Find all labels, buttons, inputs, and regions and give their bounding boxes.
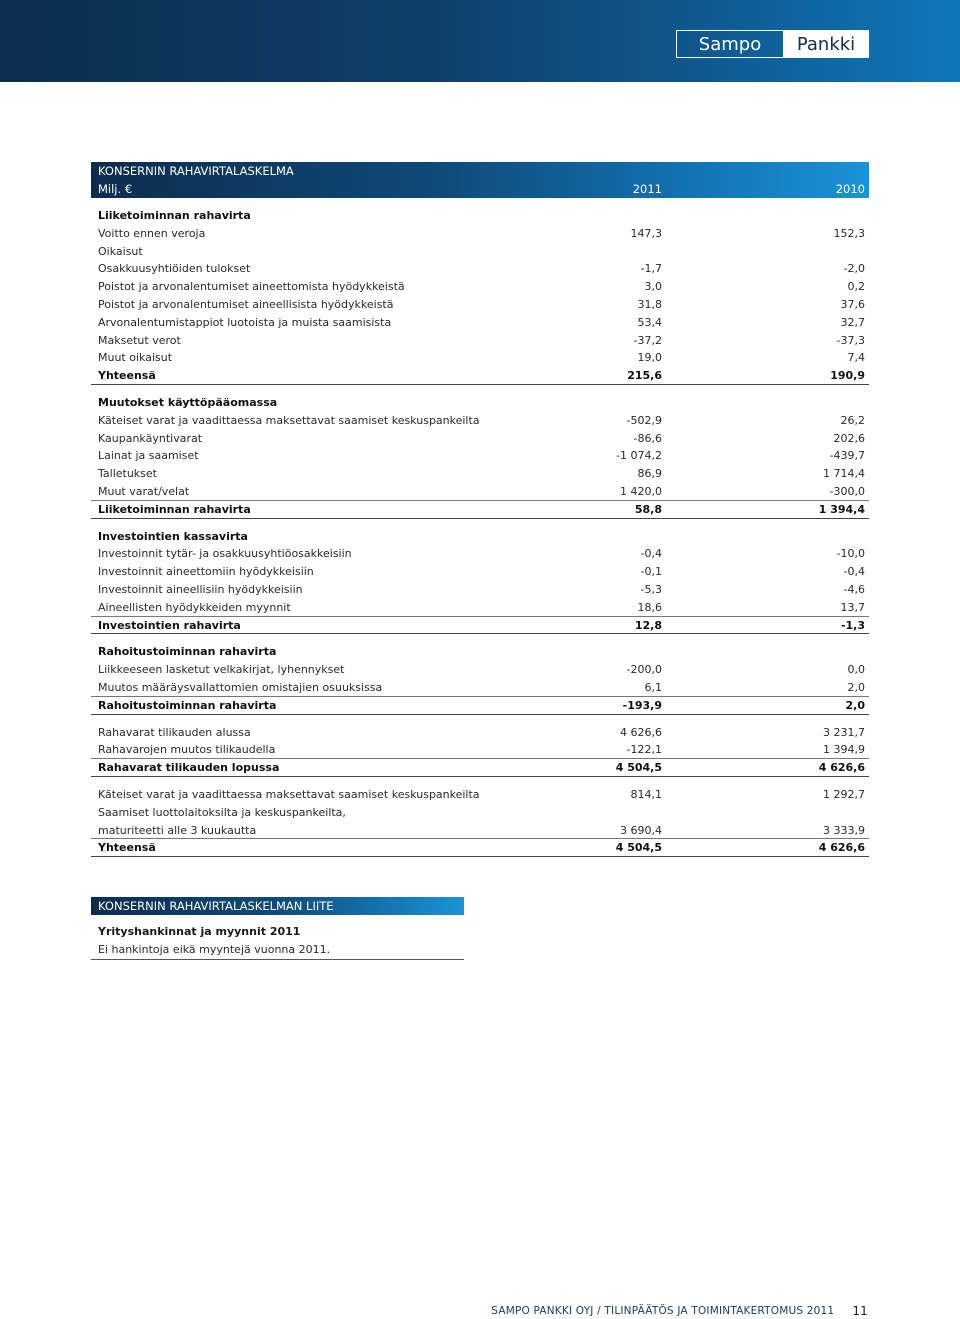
value-2010: -4,6 [843,582,865,596]
value-2011: 147,3 [630,226,662,240]
value-2011: -86,6 [633,431,662,445]
value-2011: 1 420,0 [620,484,662,498]
row-label: Muut varat/velat [98,484,190,498]
row-label: Liikkeeseen lasketut velkakirjat, lyhennykset [98,663,345,677]
cash-flow-statement [91,162,869,857]
value-2011 [591,243,662,261]
row-label: Aineellisten hyödykkeiden myynnit [98,600,291,614]
table-row [91,225,869,243]
value-2010: 1 394,9 [823,743,865,757]
value-2011: 19,0 [637,351,662,365]
value-2011: -122,1 [626,743,662,757]
value-2011: -1,7 [640,262,662,276]
value-2010: -439,7 [829,449,865,463]
section-heading-row [91,643,869,661]
row-label: Voitto ennen veroja [98,226,206,240]
table-row [91,563,869,581]
value-2010: 3 333,9 [823,823,865,837]
footer-text: SAMPO PANKKI OYJ / TILINPÄÄTÖS JA TOIMINTAKERTOMUS 2011 [491,1305,835,1317]
row-label: Investoinnit aineettomiin hyödykkeisiin [98,565,314,579]
value-2011: -193,9 [622,698,662,712]
row-label: Muutos määräysvallattomien omistajien osuuksissa [98,680,383,694]
value-2011: 86,9 [637,467,662,481]
value-2011: 4 504,5 [615,841,662,855]
value-2011 [591,804,662,822]
table-row [91,465,869,483]
value-2011: 3,0 [644,280,662,294]
row-label: Rahoitustoiminnan rahavirta [98,698,277,712]
total-row [91,759,869,777]
value-2011 [591,207,662,225]
value-2010: 26,2 [840,413,865,427]
value-2010: -0,4 [843,565,865,579]
statement-body [91,198,869,857]
value-2011: 4 626,6 [620,725,662,739]
page-footer [491,1303,868,1319]
value-2010: 2,0 [847,680,865,694]
table-row [91,278,869,296]
value-2010: 7,4 [847,351,865,365]
row-label: Saamiset luottolaitoksilta ja keskuspankeilta, [98,805,346,819]
row-label: Rahavarat tilikauden alussa [98,725,251,739]
row-label: Yhteensä [98,369,156,383]
row-label: maturiteetti alle 3 kuukautta [98,823,257,837]
table-row [91,599,869,617]
value-2011: 814,1 [630,787,662,801]
section-heading-row [91,528,869,546]
page-number: 11 [852,1304,868,1318]
statement-header [91,162,869,198]
value-2010: 13,7 [840,600,865,614]
row-label: Poistot ja arvonalentumiset aineellisista hyödykkeistä [98,297,394,311]
row-label: Investoinnit aineellisiin hyödykkeisiin [98,582,303,596]
value-2011 [591,643,662,661]
value-2010: 2,0 [845,698,865,712]
value-2010: 1 292,7 [823,787,865,801]
value-2011: -0,4 [640,547,662,561]
row-label: Liiketoiminnan rahavirta [98,502,251,516]
value-2011: 3 690,4 [620,823,662,837]
statement-section [91,724,869,777]
section-heading-row [91,207,869,225]
table-row [91,314,869,332]
total-row [91,617,869,635]
row-label: Liiketoiminnan rahavirta [98,209,251,222]
value-2011: 4 504,5 [615,761,662,775]
table-row [91,786,869,804]
row-label: Poistot ja arvonalentumiset aineettomista hyödykkeistä [98,280,405,294]
section-heading-row [91,394,869,412]
row-label: Investointien kassavirta [98,529,248,543]
table-row [91,545,869,563]
table-row [91,661,869,679]
row-label: Rahoitustoiminnan rahavirta [98,645,277,659]
row-label: Kaupankäyntivarat [98,431,203,445]
value-2010: 0,0 [847,663,865,677]
value-2010: 37,6 [840,297,865,311]
value-2010 [662,243,865,261]
total-row [91,839,869,857]
value-2010: 4 626,6 [818,841,865,855]
value-2010: -10,0 [836,547,865,561]
value-2011: 53,4 [637,315,662,329]
sampo-pankki-logo [676,30,869,58]
row-label: Investointien rahavirta [98,618,241,632]
logo-pankki: Pankki [784,31,868,57]
statement-section [91,643,869,714]
value-2011 [591,528,662,546]
value-2011: 215,6 [627,369,662,383]
table-row [91,483,869,501]
row-label: Lainat ja saamiset [98,449,199,463]
value-2010: 32,7 [840,315,865,329]
year-2011-header: 2011 [632,182,662,196]
row-label: Rahavarojen muutos tilikaudella [98,743,276,757]
row-label: Oikaisut [98,244,143,258]
table-row [91,349,869,367]
value-2011: -502,9 [626,413,662,427]
statement-section [91,786,869,857]
value-2010: -37,3 [836,333,865,347]
value-2010: -300,0 [829,484,865,498]
table-row [91,581,869,599]
total-row [91,367,869,385]
table-row [91,804,869,822]
value-2011: 58,8 [634,502,662,516]
value-2011: 31,8 [637,297,662,311]
value-2010 [662,643,865,661]
row-label: Arvonalentumistappiot luotoista ja muista saamisista [98,315,392,329]
value-2010 [662,207,865,225]
row-label: Rahavarat tilikauden lopussa [98,761,280,775]
value-2010: 4 626,6 [818,761,865,775]
value-2010 [662,394,865,412]
value-2011: 12,8 [634,618,662,632]
total-row [91,697,869,715]
table-row [91,430,869,448]
row-label: Käteiset varat ja vaadittaessa maksettavat saamiset keskuspankeilta [98,787,480,801]
table-row [91,243,869,261]
column-headers [91,180,869,198]
appendix-heading: Yrityshankinnat ja myynnit 2011 [98,925,301,938]
row-label: Muut oikaisut [98,351,173,365]
row-label: Talletukset [98,467,157,481]
value-2010 [662,528,865,546]
row-label: Investoinnit tytär- ja osakkuusyhtiöosakkeisiin [98,547,352,561]
logo-sampo: Sampo [677,31,784,57]
statement-section [91,207,869,385]
value-2010: 152,3 [833,226,865,240]
table-row [91,447,869,465]
value-2011: -1 074,2 [616,449,662,463]
value-2011: -37,2 [633,333,662,347]
appendix-title: KONSERNIN RAHAVIRTALASKELMAN LIITE [91,897,464,915]
value-2010: 202,6 [833,431,865,445]
value-2010 [662,804,865,822]
table-row [91,332,869,350]
year-2010-header: 2010 [835,182,865,196]
table-row [91,822,869,840]
value-2010: 1 394,4 [818,502,865,516]
value-2011: -200,0 [626,663,662,677]
table-row [91,724,869,742]
value-2010: 190,9 [830,369,865,383]
unit-label: Milj. € [98,182,133,196]
value-2011: 18,6 [637,600,662,614]
row-label: Yhteensä [98,841,156,855]
statement-section [91,528,869,635]
table-row [91,296,869,314]
value-2011 [591,394,662,412]
value-2010: -2,0 [843,262,865,276]
statement-title: KONSERNIN RAHAVIRTALASKELMA [98,164,294,178]
row-label: Maksetut verot [98,333,181,347]
statement-section [91,394,869,519]
row-label: Muutokset käyttöpääomassa [98,395,278,409]
table-row [91,741,869,759]
value-2010: -1,3 [840,618,865,632]
table-row [91,260,869,278]
row-label: Osakkuusyhtiöiden tulokset [98,262,251,276]
total-row [91,501,869,519]
appendix [91,897,464,960]
table-row [91,679,869,697]
row-label: Käteiset varat ja vaadittaessa maksettavat saamiset keskuspankeilta [98,413,480,427]
value-2011: -0,1 [640,565,662,579]
value-2011: -5,3 [640,582,662,596]
table-row [91,412,869,430]
value-2010: 1 714,4 [823,467,865,481]
top-banner [0,0,960,82]
value-2010: 3 231,7 [823,725,865,739]
value-2010: 0,2 [847,280,865,294]
appendix-text: Ei hankintoja eikä myyntejä vuonna 2011. [91,941,464,960]
value-2011: 6,1 [644,680,662,694]
